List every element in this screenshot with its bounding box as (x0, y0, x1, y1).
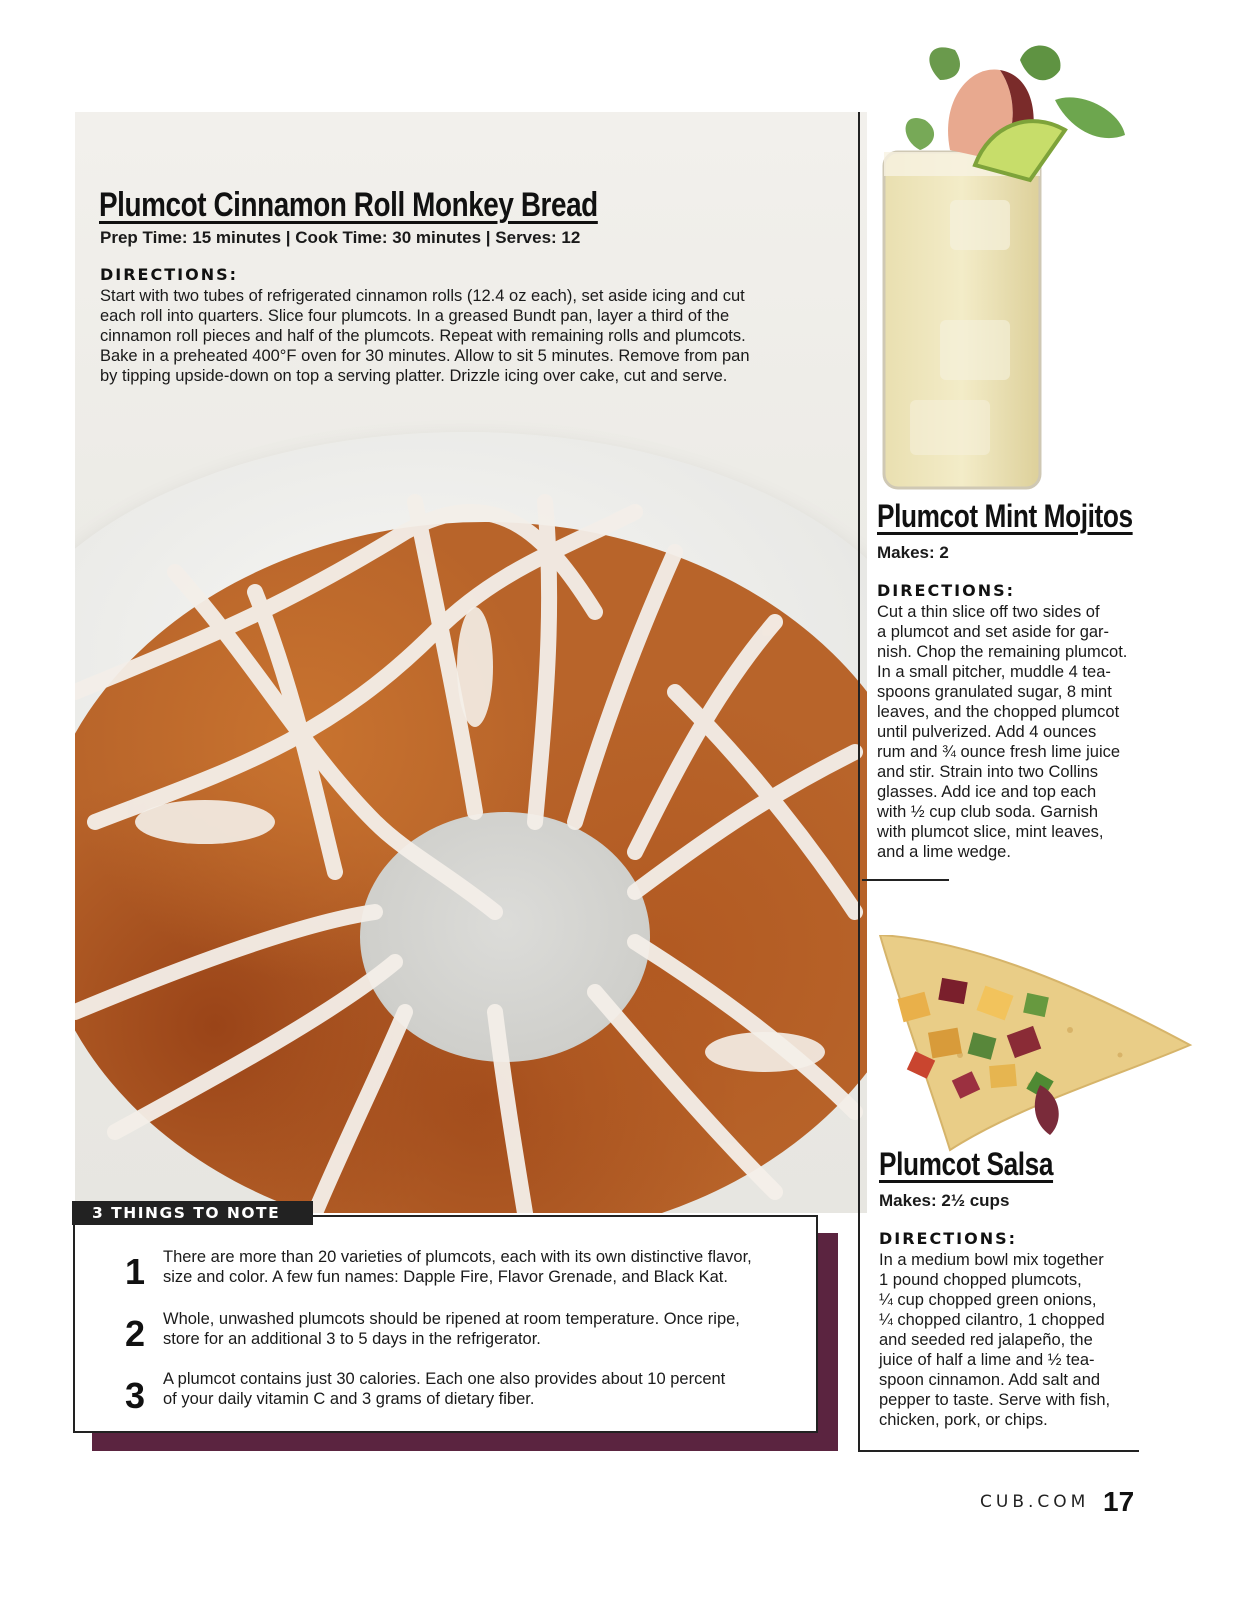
mojitos-title: Plumcot Mint Mojitos (877, 498, 1133, 534)
note-line: of your daily vitamin C and 3 grams of dietary fiber. (163, 1390, 535, 1408)
note-line: Whole, unwashed plumcots should be ripened at room temperature. Once ripe, (163, 1310, 740, 1328)
mojito-glass-image (880, 40, 1140, 500)
directions-line: In a small pitcher, muddle 4 tea- (877, 663, 1111, 681)
directions-line: Start with two tubes of refrigerated cinnamon rolls (12.4 oz each), set aside icing and cut (100, 287, 745, 305)
salsa-title: Plumcot Salsa (879, 1146, 1054, 1182)
column-bottom-rule (858, 1450, 1139, 1452)
directions-line: by tipping upside-down on top a serving platter. Drizzle icing over cake, cut and serve. (100, 367, 728, 385)
directions-line: glasses. Add ice and top each (877, 783, 1097, 801)
directions-line: In a medium bowl mix together (879, 1251, 1104, 1269)
salsa-directions-label: DIRECTIONS: (879, 1229, 1018, 1248)
directions-line: leaves, and the chopped plumcot (877, 703, 1120, 721)
notes-heading: 3 THINGS TO NOTE (72, 1201, 313, 1225)
mojitos-directions-label: DIRECTIONS: (877, 581, 1016, 600)
directions-line: with plumcot slice, mint leaves, (877, 823, 1104, 841)
directions-line: and a lime wedge. (877, 843, 1011, 861)
monkey-bread-directions-label: DIRECTIONS: (100, 265, 239, 284)
directions-line: chicken, pork, or chips. (879, 1411, 1048, 1429)
monkey-bread-directions (100, 286, 750, 386)
note-line: size and color. A few fun names: Dapple Fire, Flavor Grenade, and Black Kat. (163, 1268, 728, 1286)
directions-line: ¼ cup chopped green onions, (879, 1291, 1097, 1309)
directions-line: ¼ chopped cilantro, 1 chopped (879, 1311, 1105, 1329)
directions-line: with ½ cup club soda. Garnish (877, 803, 1099, 821)
monkey-bread-title: Plumcot Cinnamon Roll Monkey Bread (99, 186, 598, 224)
note-number: 2 (125, 1313, 146, 1354)
directions-line: juice of half a lime and ½ tea- (879, 1351, 1095, 1369)
notes-box (73, 1215, 818, 1433)
note-text (163, 1247, 752, 1287)
mojitos-directions (877, 602, 1127, 862)
directions-line: rum and ¾ ounce fresh lime juice (877, 743, 1121, 761)
directions-line: nish. Chop the remaining plumcot. (877, 643, 1128, 661)
monkey-bread-meta: Prep Time: 15 minutes | Cook Time: 30 minutes | Serves: 12 (100, 228, 581, 247)
column-divider (858, 112, 860, 1452)
salsa-makes: Makes: 2½ cups (879, 1191, 1010, 1210)
directions-line: a plumcot and set aside for gar- (877, 623, 1110, 641)
directions-line: each roll into quarters. Slice four plumcots. In a greased Bundt pan, layer a third of the (100, 307, 730, 325)
monkey-bread-panel (75, 112, 867, 1213)
salsa-chip-image (870, 935, 1200, 1175)
directions-line: and seeded red jalapeño, the (879, 1331, 1093, 1349)
footer-site-link[interactable]: CUB.COM (980, 1492, 1090, 1512)
note-line: store for an additional 3 to 5 days in the refrigerator. (163, 1330, 541, 1348)
note-line: A plumcot contains just 30 calories. Each one also provides about 10 percent (163, 1370, 726, 1388)
salsa-directions (879, 1250, 1110, 1430)
note-number: 3 (125, 1375, 146, 1416)
note-text (163, 1309, 740, 1349)
directions-line: Bake in a preheated 400°F oven for 30 minutes. Allow to sit 5 minutes. Remove from pan (100, 347, 750, 365)
directions-line: and stir. Strain into two Collins (877, 763, 1099, 781)
note-line: There are more than 20 varieties of plumcots, each with its own distinctive flavor, (163, 1248, 752, 1266)
directions-line: spoons granulated sugar, 8 mint (877, 683, 1112, 701)
directions-line: Cut a thin slice off two sides of (877, 603, 1100, 621)
directions-line: 1 pound chopped plumcots, (879, 1271, 1082, 1289)
section-divider (862, 879, 949, 881)
directions-line: pepper to taste. Serve with fish, (879, 1391, 1111, 1409)
note-text (163, 1369, 725, 1409)
directions-line: until pulverized. Add 4 ounces (877, 723, 1097, 741)
mojitos-makes: Makes: 2 (877, 543, 949, 562)
directions-line: cinnamon roll pieces and half of the plumcots. Repeat with remaining rolls and plumcots. (100, 327, 746, 345)
icing-drizzle-image (75, 492, 867, 1213)
directions-line: spoon cinnamon. Add salt and (879, 1371, 1101, 1389)
note-number: 1 (125, 1251, 146, 1292)
page-number: 17 (1103, 1486, 1135, 1517)
